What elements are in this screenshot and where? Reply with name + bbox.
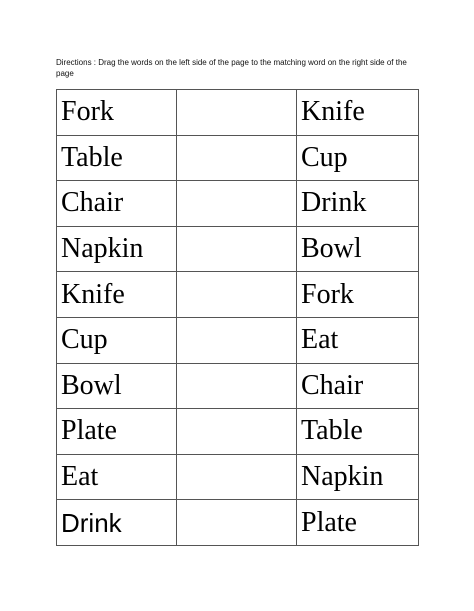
target-word: Table <box>297 409 419 455</box>
drop-zone[interactable] <box>177 500 297 546</box>
target-word: Fork <box>297 272 419 318</box>
draggable-word[interactable]: Knife <box>57 272 177 318</box>
table-row <box>57 317 419 363</box>
target-word: Napkin <box>297 454 419 500</box>
drop-zone[interactable] <box>177 135 297 181</box>
drop-zone[interactable] <box>177 226 297 272</box>
drop-zone[interactable] <box>177 454 297 500</box>
target-word: Drink <box>297 181 419 227</box>
target-word: Bowl <box>297 226 419 272</box>
draggable-word[interactable]: Cup <box>57 317 177 363</box>
target-word: Knife <box>297 90 419 136</box>
target-word: Eat <box>297 317 419 363</box>
draggable-word[interactable]: Eat <box>57 454 177 500</box>
table-row <box>57 272 419 318</box>
matching-table <box>56 89 419 546</box>
draggable-word[interactable]: Napkin <box>57 226 177 272</box>
table-row <box>57 90 419 136</box>
target-word: Plate <box>297 500 419 546</box>
table-row <box>57 181 419 227</box>
drop-zone[interactable] <box>177 409 297 455</box>
table-row <box>57 135 419 181</box>
draggable-word[interactable]: Table <box>57 135 177 181</box>
drop-zone[interactable] <box>177 272 297 318</box>
draggable-word[interactable]: Fork <box>57 90 177 136</box>
draggable-word[interactable]: Drink <box>57 500 177 546</box>
target-word: Cup <box>297 135 419 181</box>
draggable-word[interactable]: Bowl <box>57 363 177 409</box>
directions-text: Directions : Drag the words on the left side of the page to the matching word on the right side of the page <box>56 58 407 78</box>
draggable-word[interactable]: Plate <box>57 409 177 455</box>
drop-zone[interactable] <box>177 90 297 136</box>
drop-zone[interactable] <box>177 363 297 409</box>
draggable-word[interactable]: Chair <box>57 181 177 227</box>
table-row <box>57 409 419 455</box>
target-word: Chair <box>297 363 419 409</box>
table-row <box>57 226 419 272</box>
table-row <box>57 454 419 500</box>
table-row <box>57 363 419 409</box>
drop-zone[interactable] <box>177 181 297 227</box>
table-row <box>57 500 419 546</box>
drop-zone[interactable] <box>177 317 297 363</box>
